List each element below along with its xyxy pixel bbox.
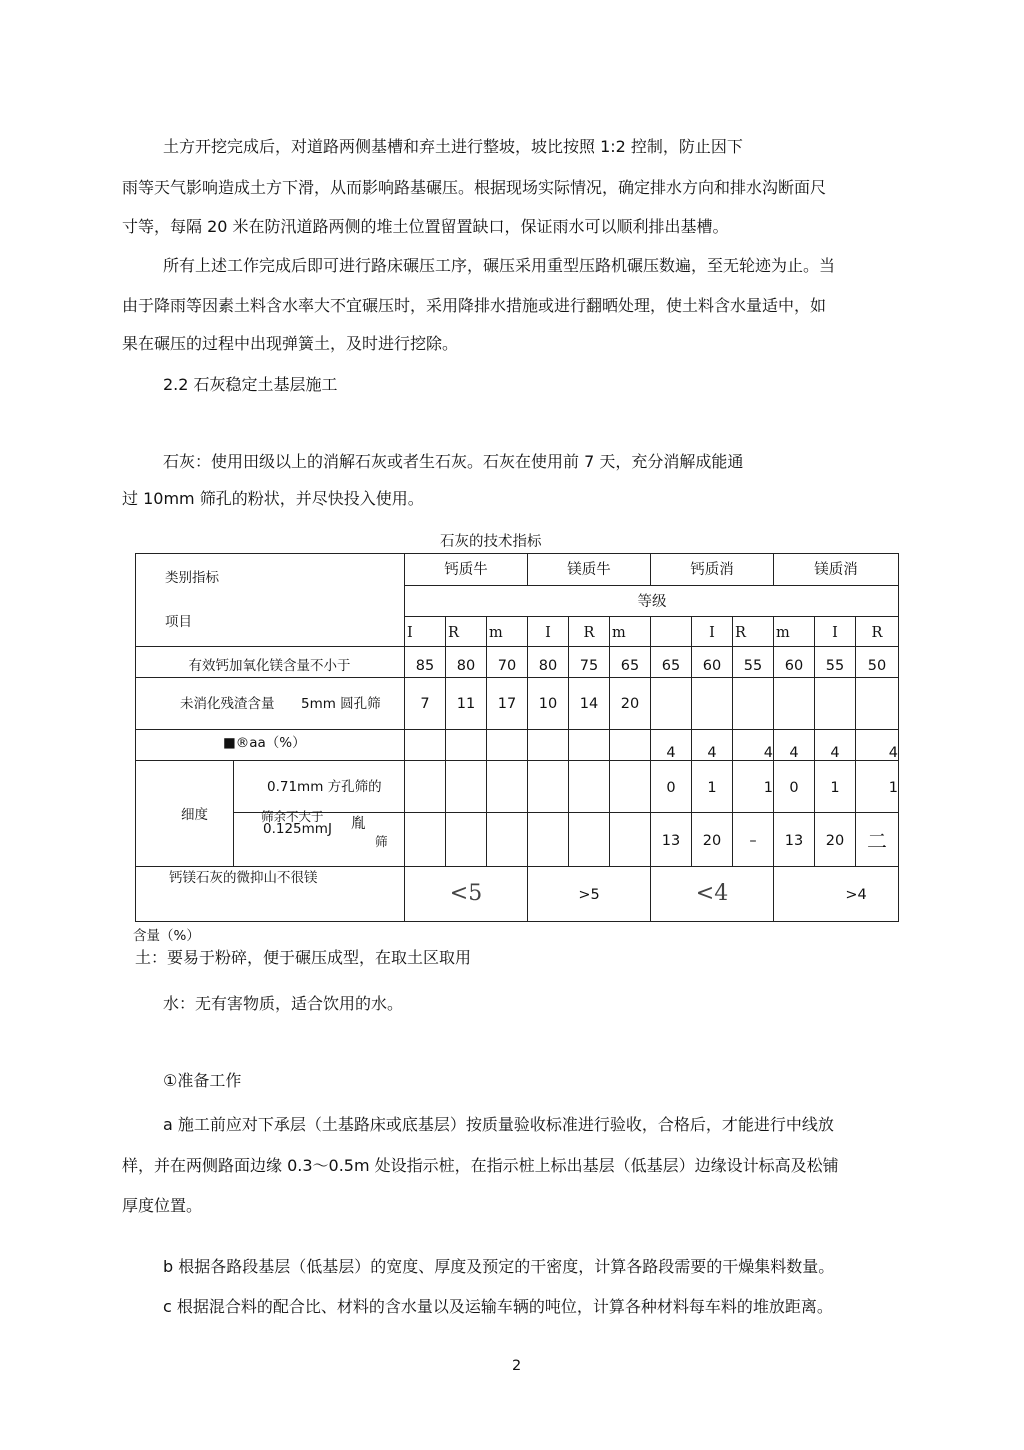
row1-val: 70 — [497, 658, 517, 674]
paragraph-2-line-1: 所有上述工作完成后即可进行路床碾压工序，碾压采用重型压路机碾压数遍，至无轮迹为止。当 — [163, 256, 836, 275]
prep-title: ①准备工作 — [163, 1071, 242, 1090]
fine2-label-d: 筛 — [375, 834, 388, 849]
item-a-line-1: a 施工前应对下承层（土基路床或底基层）按质量验收标准进行验收，合格后，才能进行中线放 — [163, 1115, 834, 1134]
grade-8: R — [735, 625, 746, 641]
fine2-label-b: 0.125mmJ — [263, 821, 332, 837]
group-2: 镁质牛 — [567, 562, 611, 578]
row1-val: 50 — [867, 658, 887, 674]
fine2-label-c: 胤 — [351, 816, 366, 832]
last-val: >4 — [845, 887, 867, 903]
fine1-val: 0 — [789, 780, 799, 796]
item-b: b 根据各路段基层（低基层）的宽度、厚度及预定的干密度，计算各路段需要的干燥集料数量。 — [163, 1257, 835, 1276]
paragraph-1-line-1: 土方开挖完成后，对道路两侧基槽和弃土进行整坡，坡比按照 1:2 控制，防止因下 — [163, 137, 743, 156]
fine2-val: 13 — [661, 833, 681, 849]
row2-val: 20 — [620, 696, 640, 712]
paragraph-2-line-2: 由于降雨等因素土料含水率大不宜碾压时，采用降排水措施或进行翻晒处理，使土料含水量适中，如 — [122, 296, 827, 315]
row1-val: 80 — [538, 658, 558, 674]
grade-2: R — [448, 625, 459, 641]
header-item: 项目 — [165, 614, 192, 630]
grade-7: I — [709, 625, 715, 641]
fineness-label: 细度 — [181, 807, 208, 823]
table-footnote: 含量（%） — [133, 928, 200, 944]
last-val: <4 — [695, 881, 729, 906]
row3-label: ■®aa（%） — [223, 735, 306, 751]
row1-val: 80 — [456, 658, 476, 674]
row2-val: 7 — [420, 696, 430, 712]
row1-label: 有效钙加氧化镁含量不小于 — [188, 658, 351, 674]
fine1-val: 1 — [763, 780, 773, 796]
lime-line-2: 过 10mm 筛孔的粉状，并尽快投入使用。 — [122, 489, 424, 508]
last-val: <5 — [449, 881, 483, 906]
soil-line: 土：要易于粉碎，便于碾压成型，在取土区取用 — [135, 948, 472, 967]
grade-11: R — [871, 625, 883, 641]
row1-val: 55 — [825, 658, 845, 674]
section-heading: 2.2 石灰稳定土基层施工 — [163, 375, 338, 394]
fine1-val: 1 — [888, 780, 898, 796]
fine1-label: 0.71mm 方孔筛的 — [267, 779, 382, 795]
grade-9: m — [776, 625, 790, 641]
row1-val: 85 — [415, 658, 435, 674]
fine2-val: – — [749, 833, 757, 849]
row1-val: 75 — [579, 658, 599, 674]
row3-val: 4 — [763, 745, 773, 761]
water-line: 水：无有害物质，适合饮用的水。 — [163, 994, 404, 1013]
row1-val: 60 — [784, 658, 804, 674]
item-a-line-3: 厚度位置。 — [122, 1196, 203, 1215]
lime-line-1: 石灰：使用田级以上的消解石灰或者生石灰。石灰在使用前 7 天，充分消解成能通 — [163, 452, 744, 471]
grade-1: I — [407, 625, 413, 641]
row3-val: 4 — [789, 745, 799, 761]
item-c: c 根据混合料的配合比、材料的含水量以及运输车辆的吨位，计算各种材料每车料的堆放距离。 — [163, 1297, 833, 1316]
row1-val: 65 — [661, 658, 681, 674]
fine1-val: 1 — [707, 780, 717, 796]
grade-10: I — [832, 625, 838, 641]
row1-val: 65 — [620, 658, 640, 674]
row1-val: 60 — [702, 658, 722, 674]
fine1-val: 0 — [666, 780, 676, 796]
fine2-val: 20 — [825, 833, 845, 849]
grade-5: R — [583, 625, 595, 641]
group-1: 钙质牛 — [444, 562, 488, 578]
grade-6: m — [612, 625, 626, 641]
last-val: >5 — [578, 887, 600, 903]
row2-val: 10 — [538, 696, 558, 712]
fine1-val: 1 — [830, 780, 840, 796]
grade-label: 等级 — [637, 594, 667, 610]
lime-spec-table — [135, 553, 899, 922]
group-3: 钙质消 — [690, 562, 734, 578]
header-category: 类别指标 — [165, 570, 219, 586]
row2-val: 14 — [579, 696, 599, 712]
grade-3: m — [489, 625, 503, 641]
row2-val: 17 — [497, 696, 517, 712]
item-a-line-2: 样，并在两侧路面边缘 0.3～0.5m 处设指示桩，在指示桩上标出基层（低基层）边缘设计标高及松铺 — [122, 1156, 839, 1175]
fine2-val: 20 — [702, 833, 722, 849]
row2-label-a: 未消化残渣含量 — [180, 696, 275, 712]
fine2-label-a: 筛余不大于 — [261, 809, 324, 824]
last-row-label: 钙镁石灰的微抑山不很镁 — [169, 870, 318, 886]
paragraph-2-line-3: 果在碾压的过程中出现弹簧土，及时进行挖除。 — [122, 334, 459, 353]
row3-val: 4 — [707, 745, 717, 761]
row3-val: 4 — [888, 745, 898, 761]
grade-4: I — [545, 625, 551, 641]
row1-val: 55 — [743, 658, 763, 674]
row2-label-b: 5mm 圆孔筛 — [301, 696, 381, 712]
row2-val: 11 — [456, 696, 476, 712]
row3-val: 4 — [666, 745, 676, 761]
page-number: 2 — [512, 1358, 522, 1374]
paragraph-1-line-3: 寸等，每隔 20 米在防汛道路两侧的堆土位置留置缺口，保证雨水可以顺利排出基槽。 — [122, 217, 729, 236]
table-caption: 石灰的技术指标 — [440, 534, 542, 550]
row3-val: 4 — [830, 745, 840, 761]
fine2-val: 13 — [784, 833, 804, 849]
fine2-val: 二 — [867, 829, 887, 853]
group-4: 镁质消 — [814, 562, 858, 578]
paragraph-1-line-2: 雨等天气影响造成土方下滑，从而影响路基碾压。根据现场实际情况，确定排水方向和排水沟断面尺 — [122, 178, 827, 197]
